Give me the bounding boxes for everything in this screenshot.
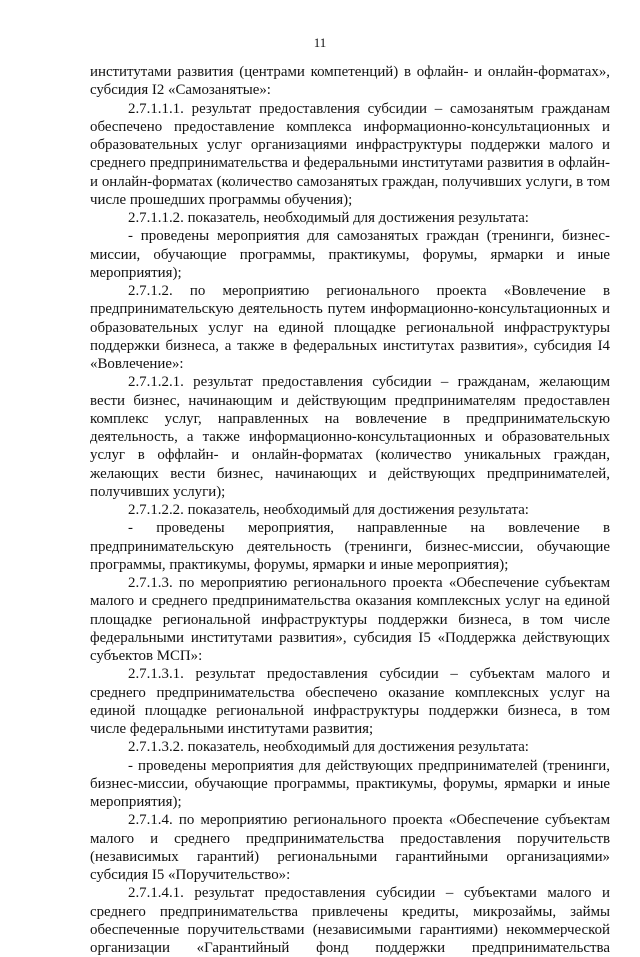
paragraph-11: 2.7.1.3.2. показатель, необходимый для достижения результата: [128, 739, 529, 756]
paragraph-14: 2.7.1.4.1. результат предоставления субсидии – субъектами малого и среднего предпринимательства привлечены кредиты, микрозаймы, займы обеспеченные поручительствами (независимыми гарантиями) некоммерческой организации «Гарантийный фонд поддержки предпринимательства [90, 885, 610, 956]
paragraph-8: - проведены мероприятия, направленные на вовлечение в предпринимательскую деятельность (тренинги, бизнес-миссии, обучающие программы, практикумы, форумы, ярмарки и иные мероприятия); [90, 520, 610, 573]
paragraph-5: 2.7.1.2. по мероприятию регионального проекта «Вовлечение в предпринимательскую деятельность путем информационно-консультационных и образовательных услуг на единой площадке региональной инфраструктуры поддержки бизнеса, а также в федеральных институтах развития», субсидия I4 «Вовлечение»: [90, 283, 610, 372]
paragraph-12: - проведены мероприятия для действующих предпринимателей (тренинги, бизнес-миссии, обучающие программы, практикумы, форумы, ярмарки и иные мероприятия); [90, 757, 610, 810]
paragraph-7: 2.7.1.2.2. показатель, необходимый для достижения результата: [128, 502, 529, 518]
page-number: 11 [313, 35, 327, 50]
document-body [90, 63, 610, 957]
paragraph-9: 2.7.1.3. по мероприятию регионального проекта «Обеспечение субъектам малого и среднего предпринимательства оказания комплексных услуг на единой площадке региональной инфраструктуры поддержки бизнеса, в том числе федеральными институтами развития», субсидия I5 «Поддержка действующих субъектов МСП»: [90, 575, 610, 664]
paragraph-10: 2.7.1.3.1. результат предоставления субсидии – субъектам малого и среднего предпринимательства обеспечено оказание комплексных услуг на единой площадке региональной инфраструктуры поддержки бизнеса, в том числе федеральными институтами развития; [90, 666, 610, 737]
paragraph-3: 2.7.1.1.2. показатель, необходимый для достижения результата: [128, 210, 529, 226]
paragraph-4: - проведены мероприятия для самозанятых граждан (тренинги, бизнес-миссии, обучающие программы, практикумы, форумы, ярмарки и иные мероприятия); [90, 228, 610, 281]
paragraph-1: институтами развития (центрами компетенций) в офлайн- и онлайн-форматах», субсидия I2 «Самозанятые»: [90, 64, 610, 99]
paragraph-6: 2.7.1.2.1. результат предоставления субсидии – гражданам, желающим вести бизнес, начинающим и действующим предпринимателям предоставлен комплекс услуг, направленных на вовлечение в предпринимательскую деятельность, а также информационно-консультационных и образовательных услуг в оффлайн- и онлайн-форматах (количество уникальных граждан, желающих вести бизнес, начинающих и действующих предпринимателей, получивших услуги); [90, 374, 610, 500]
paragraph-2: 2.7.1.1.1. результат предоставления субсидии – самозанятым гражданам обеспечено предоставление комплекса информационно-консультационных и образовательных услуг организациями инфраструктуры поддержки малого и среднего предпринимательства и федеральными институтами развития в офлайн- и онлайн-форматах (количество самозанятых граждан, получивших услуги, в том числе прошедших программы обучения); [90, 100, 610, 208]
paragraph-13: 2.7.1.4. по мероприятию регионального проекта «Обеспечение субъектам малого и среднего предпринимательства предоставления поручительств (независимых гарантий) региональными гарантийными организациями» субсидия I5 «Поручительство»: [90, 812, 610, 883]
